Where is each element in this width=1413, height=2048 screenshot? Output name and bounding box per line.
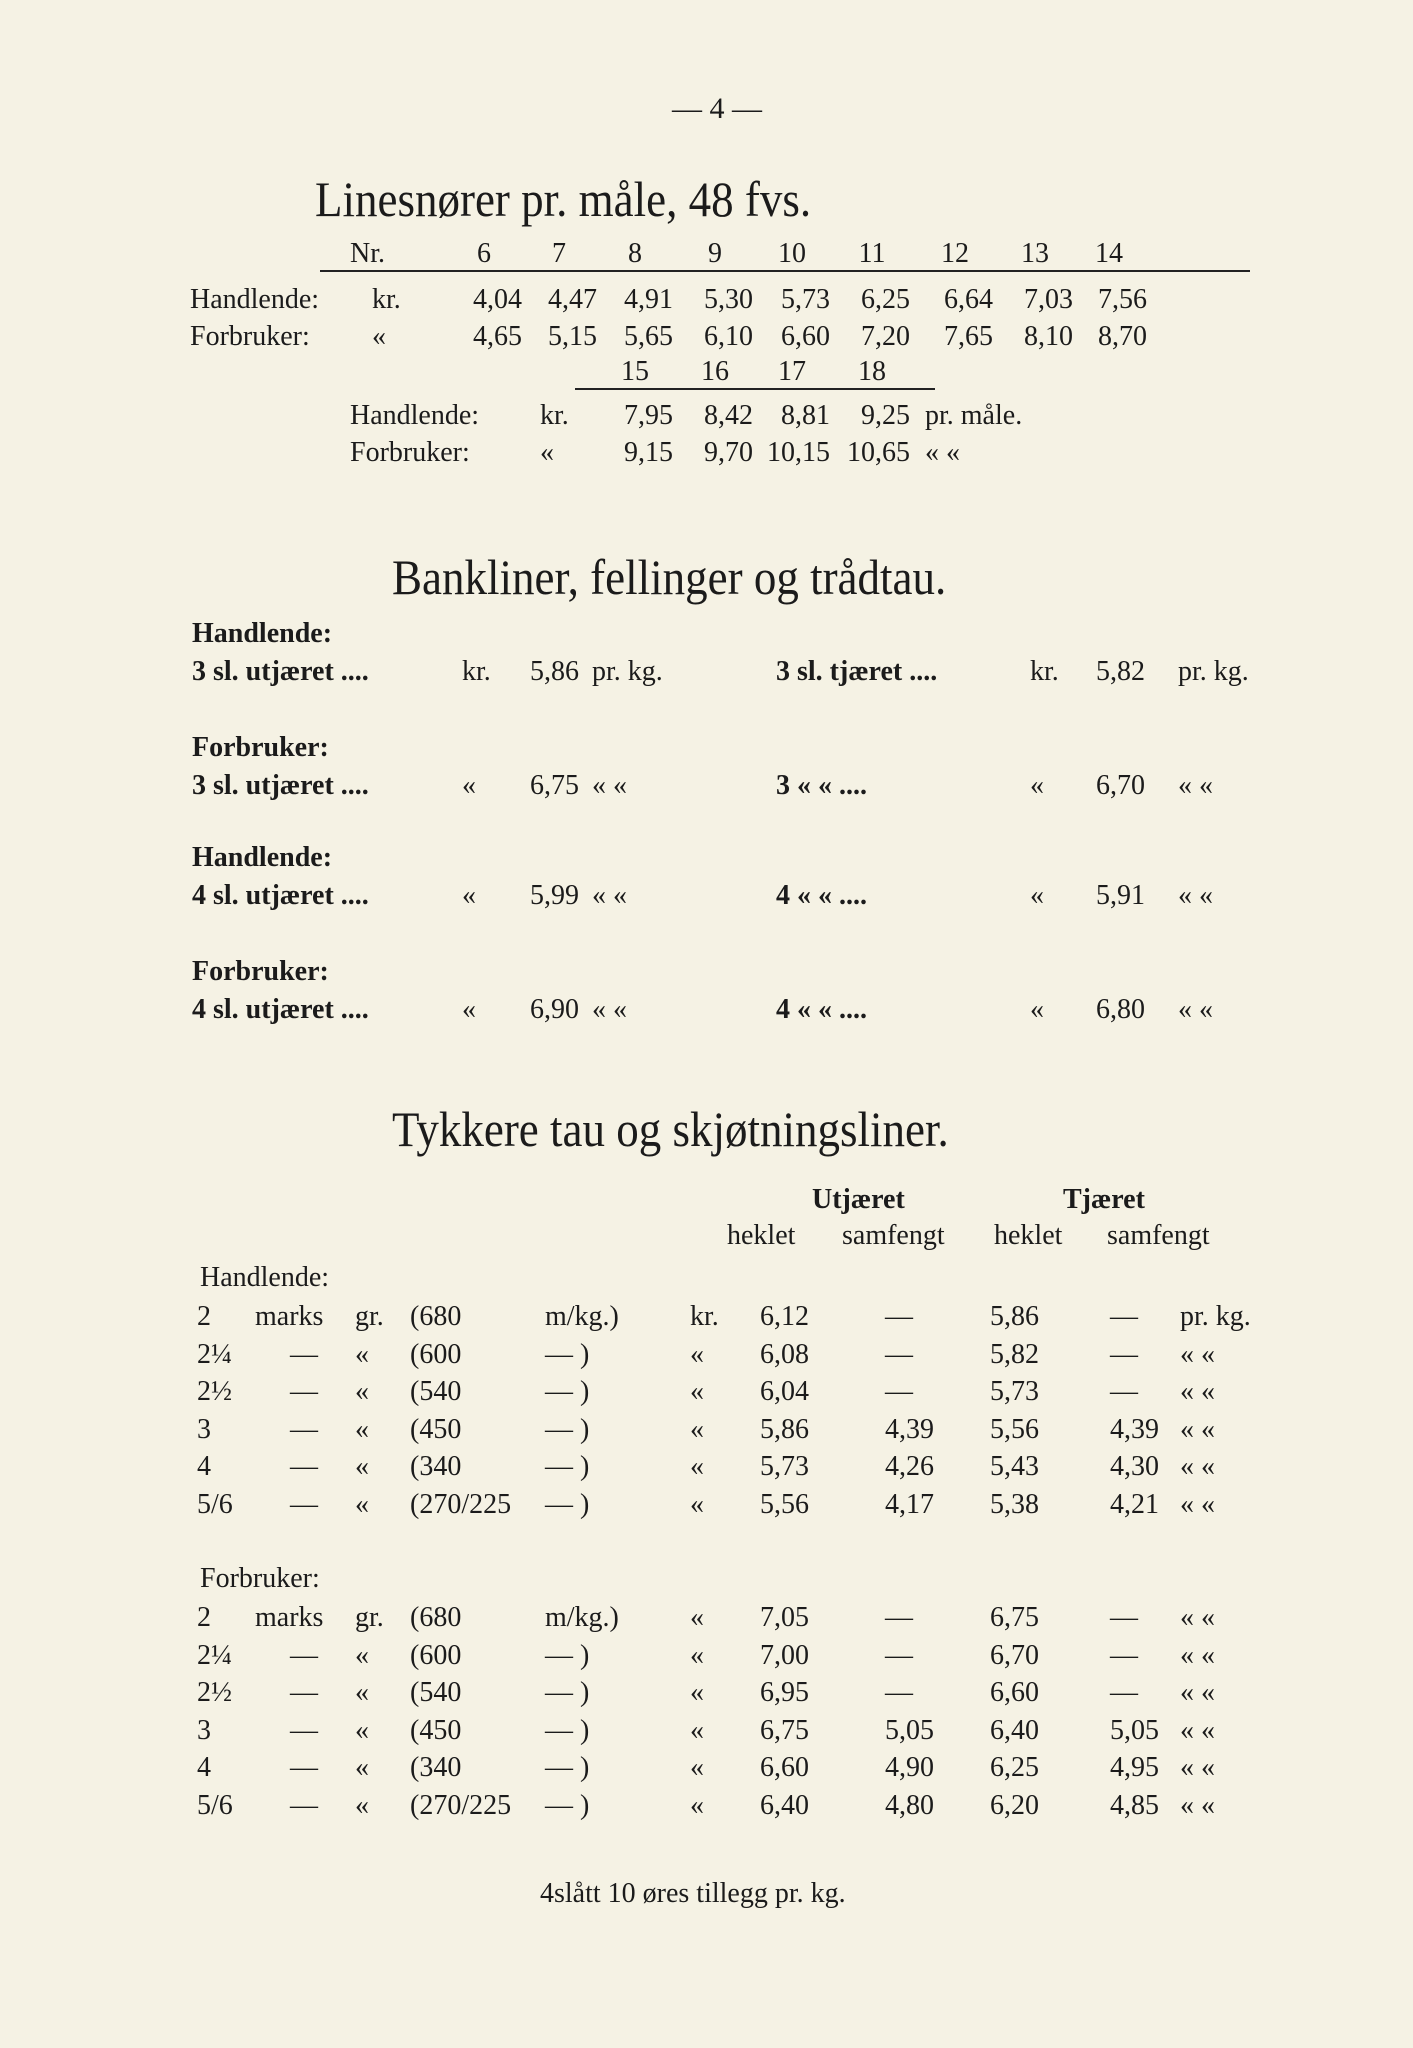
cell-a: 7,00 xyxy=(760,1639,809,1671)
left-price: 6,75 xyxy=(530,770,579,801)
cell-e: « « xyxy=(1180,1338,1215,1370)
nr-header-18: 18 xyxy=(858,356,886,387)
col-group-utjaeret: Utjæret xyxy=(812,1184,905,1215)
left-per: « « xyxy=(592,994,627,1025)
nr-header-12: 12 xyxy=(941,238,969,269)
cell-mk: — ) xyxy=(545,1789,590,1821)
left-unit: kr. xyxy=(462,656,491,687)
cell-d: — xyxy=(1110,1338,1138,1370)
right-per: « « xyxy=(1178,770,1213,801)
price-cell: 6,60 xyxy=(781,321,830,352)
cell-b: 4,90 xyxy=(885,1752,934,1783)
right-price: 6,80 xyxy=(1096,994,1145,1025)
nr-header-17: 17 xyxy=(778,356,806,387)
cell-c: 6,60 xyxy=(990,1677,1039,1708)
cell-u: « xyxy=(690,1488,704,1520)
cell-size: 2 xyxy=(197,1301,211,1332)
cell-b: 4,26 xyxy=(885,1451,934,1482)
cell-d: — xyxy=(1110,1602,1138,1633)
left-unit: « xyxy=(462,994,476,1025)
cell-d: — xyxy=(1110,1376,1138,1407)
cell-e: « « xyxy=(1180,1639,1215,1671)
right-unit: « xyxy=(1030,994,1044,1025)
cell-c: 6,20 xyxy=(990,1789,1039,1821)
cell-mk: — ) xyxy=(545,1639,590,1671)
cell-size: 2½ xyxy=(197,1677,232,1708)
cell-b: — xyxy=(885,1602,913,1633)
cell-mk: m/kg.) xyxy=(545,1602,619,1633)
right-item: 4 « « .... xyxy=(776,994,867,1025)
cell-marks: — xyxy=(290,1714,318,1746)
cell-b: 4,39 xyxy=(885,1413,934,1445)
cell-u: « xyxy=(690,1752,704,1783)
price-cell: 5,73 xyxy=(781,284,830,315)
cell-size: 4 xyxy=(197,1752,211,1783)
price-cell: 8,10 xyxy=(1024,321,1073,352)
cell-w: (540 xyxy=(410,1376,462,1407)
cell-size: 2 xyxy=(197,1602,211,1633)
right-unit: kr. xyxy=(1030,656,1059,687)
left-per: « « xyxy=(592,880,627,911)
left-unit: « xyxy=(462,770,476,801)
cell-c: 6,75 xyxy=(990,1602,1039,1633)
cell-gr: « xyxy=(355,1677,369,1708)
price-cell: 6,64 xyxy=(944,284,993,315)
cell-b: — xyxy=(885,1639,913,1671)
cell-gr: « xyxy=(355,1714,369,1746)
right-price: 5,82 xyxy=(1096,656,1145,687)
right-per: « « xyxy=(1178,880,1213,911)
cell-c: 5,56 xyxy=(990,1413,1039,1445)
price-cell: 4,91 xyxy=(624,284,673,315)
cell-b: 4,80 xyxy=(885,1789,934,1821)
cell-mk: — ) xyxy=(545,1338,590,1370)
cell-u: « xyxy=(690,1677,704,1708)
cell-size: 2¼ xyxy=(197,1639,232,1671)
row-suffix: pr. måle. xyxy=(925,400,1023,431)
right-per: « « xyxy=(1178,994,1213,1025)
cell-size: 5/6 xyxy=(197,1789,233,1821)
cell-w: (680 xyxy=(410,1301,462,1332)
cell-e: « « xyxy=(1180,1488,1215,1520)
cell-gr: « xyxy=(355,1451,369,1482)
header-rule xyxy=(320,270,1250,272)
cell-a: 6,12 xyxy=(760,1301,809,1332)
cell-c: 5,38 xyxy=(990,1488,1039,1520)
cell-gr: « xyxy=(355,1639,369,1671)
cell-e: « « xyxy=(1180,1413,1215,1445)
cell-a: 6,95 xyxy=(760,1677,809,1708)
cell-size: 4 xyxy=(197,1451,211,1482)
cell-w: (270/225 xyxy=(410,1488,512,1520)
cell-gr: « xyxy=(355,1789,369,1821)
cell-w: (450 xyxy=(410,1714,462,1746)
cell-gr: gr. xyxy=(355,1301,384,1332)
cell-d: — xyxy=(1110,1639,1138,1671)
col-sub-samfengt: samfengt xyxy=(1107,1220,1210,1251)
header-rule-2 xyxy=(575,388,935,390)
cell-b: — xyxy=(885,1677,913,1708)
right-item: 3 « « .... xyxy=(776,770,867,801)
left-price: 5,99 xyxy=(530,880,579,911)
cell-c: 5,43 xyxy=(990,1451,1039,1482)
cell-c: 5,86 xyxy=(990,1301,1039,1332)
cell-gr: « xyxy=(355,1752,369,1783)
left-unit: « xyxy=(462,880,476,911)
nr-header-10: 10 xyxy=(778,238,806,269)
cell-e: « « xyxy=(1180,1602,1215,1633)
cell-e: « « xyxy=(1180,1752,1215,1783)
price-cell: 9,25 xyxy=(861,400,910,431)
group-label: Handlende: xyxy=(192,842,333,873)
price-cell: 9,15 xyxy=(624,437,673,468)
footnote: 4slått 10 øres tillegg pr. kg. xyxy=(540,1878,846,1909)
cell-gr: « xyxy=(355,1413,369,1445)
cell-marks: — xyxy=(290,1677,318,1708)
cell-d: — xyxy=(1110,1677,1138,1708)
left-item: 4 sl. utjæret .... xyxy=(192,880,369,911)
cell-marks: marks xyxy=(255,1602,324,1633)
row-suffix: « « xyxy=(925,437,960,468)
col-sub-samfengt: samfengt xyxy=(842,1220,945,1251)
cell-w: (450 xyxy=(410,1413,462,1445)
cell-marks: marks xyxy=(255,1301,324,1332)
nr-header-14: 14 xyxy=(1095,238,1123,269)
right-price: 6,70 xyxy=(1096,770,1145,801)
price-cell: 5,30 xyxy=(704,284,753,315)
cell-u: « xyxy=(690,1602,704,1633)
cell-w: (540 xyxy=(410,1677,462,1708)
left-price: 6,90 xyxy=(530,994,579,1025)
section-title-linesnorer: Linesnører pr. måle, 48 fvs. xyxy=(315,171,812,227)
section-title-bankliner: Bankliner, fellinger og trådtau. xyxy=(392,549,947,605)
price-cell: 4,47 xyxy=(548,284,597,315)
cell-e: « « xyxy=(1180,1451,1215,1482)
price-cell: 7,56 xyxy=(1098,284,1147,315)
cell-e: « « xyxy=(1180,1677,1215,1708)
left-item: 4 sl. utjæret .... xyxy=(192,994,369,1025)
cell-w: (600 xyxy=(410,1338,462,1370)
forbruker-label: Forbruker: xyxy=(200,1563,320,1594)
cell-size: 2¼ xyxy=(197,1338,232,1370)
cell-a: 6,40 xyxy=(760,1789,809,1821)
price-cell: 7,20 xyxy=(861,321,910,352)
cell-u: « xyxy=(690,1714,704,1746)
left-per: « « xyxy=(592,770,627,801)
cell-mk: — ) xyxy=(545,1752,590,1783)
cell-a: 5,86 xyxy=(760,1413,809,1445)
cell-w: (600 xyxy=(410,1639,462,1671)
price-cell: 4,04 xyxy=(473,284,522,315)
nr-header-11: 11 xyxy=(858,238,886,269)
cell-mk: — ) xyxy=(545,1488,590,1520)
price-cell: 4,65 xyxy=(473,321,522,352)
cell-u: « xyxy=(690,1451,704,1482)
price-cell: 6,10 xyxy=(704,321,753,352)
row-label: Forbruker: xyxy=(190,321,310,352)
cell-marks: — xyxy=(290,1338,318,1370)
cell-a: 5,73 xyxy=(760,1451,809,1482)
group-label: Forbruker: xyxy=(192,732,329,763)
cell-size: 3 xyxy=(197,1413,211,1445)
price-cell: 9,70 xyxy=(704,437,753,468)
cell-b: 5,05 xyxy=(885,1714,934,1746)
cell-b: 4,17 xyxy=(885,1488,934,1520)
row-unit: kr. xyxy=(372,284,401,315)
cell-a: 5,56 xyxy=(760,1488,809,1520)
group-label: Handlende: xyxy=(192,618,333,649)
cell-d: — xyxy=(1110,1301,1138,1332)
cell-w: (270/225 xyxy=(410,1789,512,1821)
cell-mk: — ) xyxy=(545,1376,590,1407)
right-unit: « xyxy=(1030,770,1044,801)
left-item: 3 sl. utjæret .... xyxy=(192,770,369,801)
cell-mk: — ) xyxy=(545,1677,590,1708)
price-cell: 10,15 xyxy=(767,437,830,468)
cell-u: « xyxy=(690,1376,704,1407)
cell-a: 6,08 xyxy=(760,1338,809,1370)
cell-d: 5,05 xyxy=(1110,1714,1159,1746)
cell-b: — xyxy=(885,1376,913,1407)
cell-d: 4,30 xyxy=(1110,1451,1159,1482)
price-cell: 5,15 xyxy=(548,321,597,352)
cell-marks: — xyxy=(290,1451,318,1482)
left-item: 3 sl. utjæret .... xyxy=(192,656,369,687)
price-cell: 7,03 xyxy=(1024,284,1073,315)
cell-e: « « xyxy=(1180,1714,1215,1746)
row-label: Handlende: xyxy=(350,400,480,431)
cell-gr: « xyxy=(355,1338,369,1370)
cell-e: « « xyxy=(1180,1789,1215,1821)
nr-header-8: 8 xyxy=(628,238,642,269)
cell-w: (340 xyxy=(410,1752,462,1783)
section-title-tykkere-tau: Tykkere tau og skjøtningsliner. xyxy=(392,1101,949,1157)
price-cell: 7,65 xyxy=(944,321,993,352)
cell-size: 2½ xyxy=(197,1376,232,1407)
cell-u: « xyxy=(690,1639,704,1671)
cell-gr: « xyxy=(355,1488,369,1520)
nr-header-16: 16 xyxy=(701,356,729,387)
cell-mk: m/kg.) xyxy=(545,1301,619,1332)
price-cell: 6,25 xyxy=(861,284,910,315)
cell-b: — xyxy=(885,1301,913,1332)
cell-d: 4,21 xyxy=(1110,1488,1159,1520)
cell-e: pr. kg. xyxy=(1180,1301,1251,1332)
cell-a: 7,05 xyxy=(760,1602,809,1633)
nr-header-7: 7 xyxy=(552,238,566,269)
cell-u: « xyxy=(690,1413,704,1445)
left-per: pr. kg. xyxy=(592,656,663,687)
cell-marks: — xyxy=(290,1752,318,1783)
cell-marks: — xyxy=(290,1413,318,1445)
cell-gr: gr. xyxy=(355,1602,384,1633)
group-label: Forbruker: xyxy=(192,956,329,987)
cell-c: 6,40 xyxy=(990,1714,1039,1746)
nr-header-9: 9 xyxy=(708,238,722,269)
cell-w: (680 xyxy=(410,1602,462,1633)
col-group-tjaeret: Tjæret xyxy=(1063,1184,1145,1215)
cell-w: (340 xyxy=(410,1451,462,1482)
cell-b: — xyxy=(885,1338,913,1370)
cell-marks: — xyxy=(290,1488,318,1520)
nr-header-6: 6 xyxy=(477,238,491,269)
page-number: — 4 — xyxy=(672,92,762,125)
cell-size: 5/6 xyxy=(197,1488,233,1520)
price-cell: 8,70 xyxy=(1098,321,1147,352)
nr-label: Nr. xyxy=(350,238,385,269)
cell-a: 6,04 xyxy=(760,1376,809,1407)
right-per: pr. kg. xyxy=(1178,656,1249,687)
cell-size: 3 xyxy=(197,1714,211,1746)
cell-d: 4,39 xyxy=(1110,1413,1159,1445)
cell-mk: — ) xyxy=(545,1451,590,1482)
handlende-label: Handlende: xyxy=(200,1262,330,1293)
price-cell: 7,95 xyxy=(624,400,673,431)
cell-mk: — ) xyxy=(545,1413,590,1445)
price-cell: 8,42 xyxy=(704,400,753,431)
cell-a: 6,75 xyxy=(760,1714,809,1746)
cell-u: « xyxy=(690,1338,704,1370)
row-unit: « xyxy=(372,321,386,352)
right-unit: « xyxy=(1030,880,1044,911)
left-price: 5,86 xyxy=(530,656,579,687)
right-item: 3 sl. tjæret .... xyxy=(776,656,938,687)
right-price: 5,91 xyxy=(1096,880,1145,911)
right-item: 4 « « .... xyxy=(776,880,867,911)
cell-c: 5,82 xyxy=(990,1338,1039,1370)
cell-e: « « xyxy=(1180,1376,1215,1407)
cell-marks: — xyxy=(290,1639,318,1671)
cell-a: 6,60 xyxy=(760,1752,809,1783)
cell-gr: « xyxy=(355,1376,369,1407)
nr-header-13: 13 xyxy=(1021,238,1049,269)
col-sub-heklet: heklet xyxy=(994,1220,1063,1251)
col-sub-heklet: heklet xyxy=(727,1220,796,1251)
row-unit: « xyxy=(540,437,554,468)
cell-marks: — xyxy=(290,1376,318,1407)
cell-d: 4,95 xyxy=(1110,1752,1159,1783)
cell-u: « xyxy=(690,1789,704,1821)
price-cell: 8,81 xyxy=(781,400,830,431)
row-label: Handlende: xyxy=(190,284,320,315)
row-label: Forbruker: xyxy=(350,437,470,468)
cell-c: 6,25 xyxy=(990,1752,1039,1783)
cell-c: 5,73 xyxy=(990,1376,1039,1407)
cell-u: kr. xyxy=(690,1301,719,1332)
cell-d: 4,85 xyxy=(1110,1789,1159,1821)
price-cell: 10,65 xyxy=(847,437,910,468)
cell-mk: — ) xyxy=(545,1714,590,1746)
row-unit: kr. xyxy=(540,400,569,431)
cell-marks: — xyxy=(290,1789,318,1821)
nr-header-15: 15 xyxy=(621,356,649,387)
price-cell: 5,65 xyxy=(624,321,673,352)
cell-c: 6,70 xyxy=(990,1639,1039,1671)
